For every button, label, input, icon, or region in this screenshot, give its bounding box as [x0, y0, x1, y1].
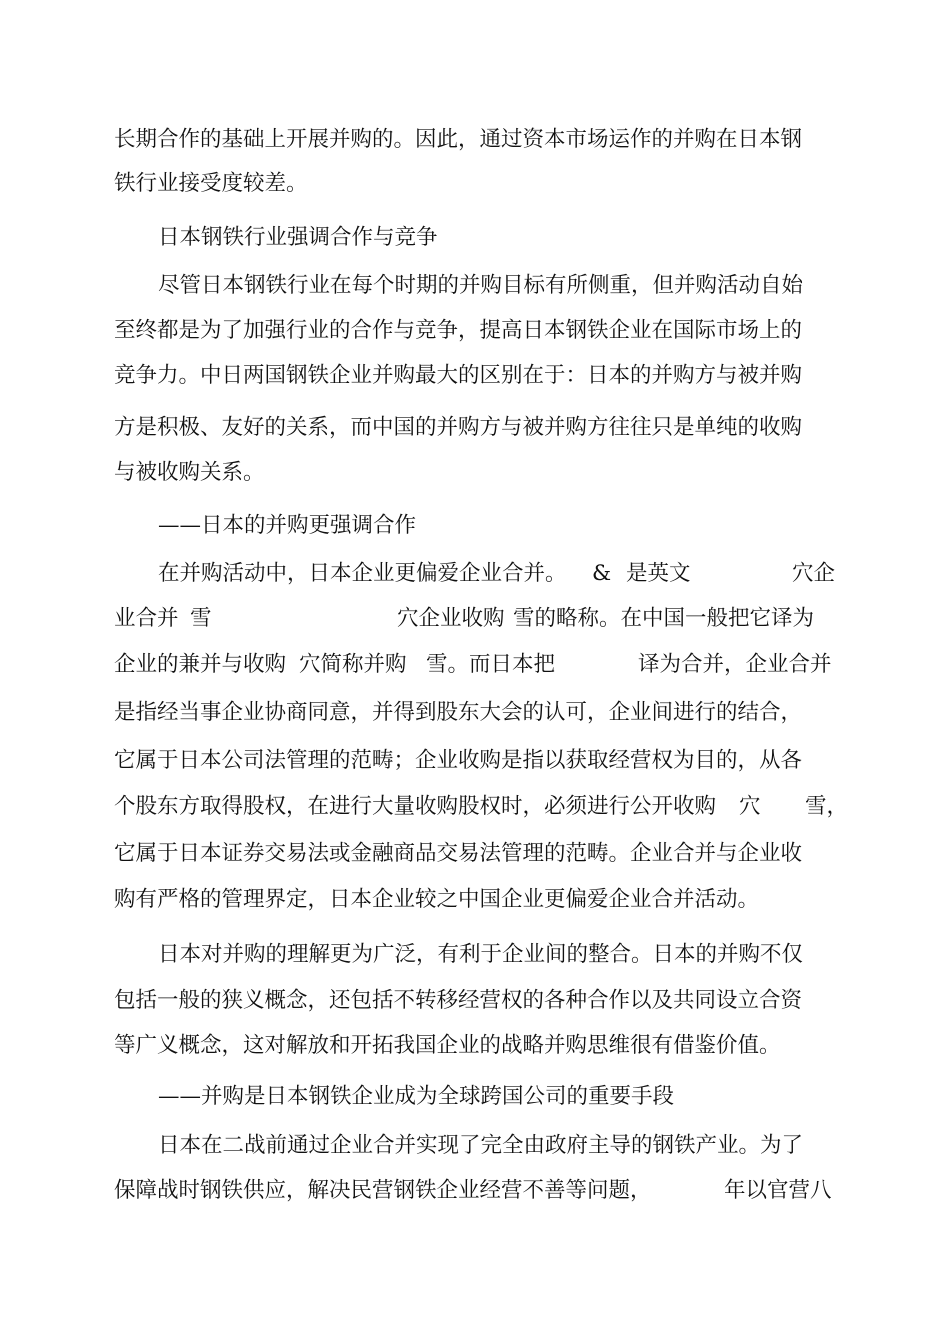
- text-segment: 日本在二战前通过企业合并实现了完全由政府主导的钢铁产业。为了: [158, 1133, 804, 1158]
- text-segment: 它属于日本证券交易法或金融商品交易法管理的范畴。企业合并与企业收: [114, 841, 803, 866]
- text-segment: 长期合作的基础上开展并购的。因此，通过资本市场运作的并购在日本钢: [114, 127, 803, 152]
- text-segment: 铁行业接受度较差。: [114, 171, 308, 196]
- text-segment: 等广义概念，这对解放和开拓我国企业的战略并购思维很有借鉴价值。: [114, 1033, 781, 1058]
- text-line: [0, 741, 950, 781]
- text-line: [0, 408, 950, 448]
- text-segment: 日本对并购的理解更为广泛，有利于企业间的整合。日本的并购不仅: [158, 942, 804, 967]
- text-line: [0, 935, 950, 975]
- heading-text: ——并购是日本钢铁企业成为全球跨国公司的重要手段: [158, 1084, 675, 1109]
- section-heading: [0, 218, 950, 258]
- text-segment: &: [592, 561, 612, 586]
- text-line: [0, 453, 950, 493]
- text-segment: 雪，: [805, 794, 849, 819]
- text-line: [0, 164, 950, 204]
- text-line: [0, 981, 950, 1021]
- text-line: [0, 693, 950, 733]
- text-line: [0, 1126, 950, 1166]
- text-line: [0, 311, 950, 351]
- text-segment: 穴简称并购: [299, 652, 407, 677]
- text-segment: 雪。而日本把: [426, 652, 556, 677]
- text-segment: 是英文: [626, 561, 691, 586]
- text-segment: 购有严格的管理界定，日本企业较之中国企业更偏爱企业合并活动。: [114, 887, 760, 912]
- text-segment: 尽管日本钢铁行业在每个时期的并购目标有所侧重，但并购活动自始: [158, 273, 804, 298]
- text-line: [0, 599, 950, 639]
- text-line: [0, 1171, 950, 1211]
- text-segment: 竞争力。中日两国钢铁企业并购最大的区别在于：日本的并购方与被并购: [114, 363, 803, 388]
- text-segment: 穴企业收购: [397, 606, 505, 631]
- text-segment: 是指经当事企业协商同意，并得到股东大会的认可，企业间进行的结合，: [114, 700, 803, 725]
- text-segment: 穴企: [792, 561, 836, 586]
- text-segment: 穴: [739, 794, 761, 819]
- heading-text: 日本钢铁行业强调合作与竞争: [158, 225, 438, 250]
- heading-text: ——日本的并购更强调合作: [158, 513, 417, 538]
- text-line: [0, 356, 950, 396]
- text-segment: 企业的兼并与收购: [114, 652, 287, 677]
- text-segment: 保障战时钢铁供应，解决民营钢铁企业经营不善等问题，: [114, 1178, 652, 1203]
- text-line: [0, 120, 950, 160]
- text-segment: 雪的略称。在中国一般把它译为: [513, 606, 815, 631]
- text-segment: 包括一般的狭义概念，还包括不转移经营权的各种合作以及共同设立合资: [114, 988, 803, 1013]
- text-segment: 在并购活动中，日本企业更偏爱企业合并。: [158, 561, 567, 586]
- text-line: [0, 554, 950, 594]
- text-segment: 与被收购关系。: [114, 460, 265, 485]
- text-line: [0, 266, 950, 306]
- text-segment: 译为合并，企业合并: [638, 652, 832, 677]
- text-line: [0, 787, 950, 827]
- section-heading: [0, 1077, 950, 1117]
- text-segment: 它属于日本公司法管理的范畴；企业收购是指以获取经营权为目的，从各: [114, 748, 803, 773]
- text-segment: 个股东方取得股权，在进行大量收购股权时，必须进行公开收购: [114, 794, 717, 819]
- text-line: [0, 645, 950, 685]
- text-segment: 方是积极、友好的关系，而中国的并购方与被并购方往往只是单纯的收购: [114, 415, 803, 440]
- text-line: [0, 1026, 950, 1066]
- text-segment: 至终都是为了加强行业的合作与竞争，提高日本钢铁企业在国际市场上的: [114, 318, 803, 343]
- text-line: [0, 880, 950, 920]
- text-segment: 雪: [190, 606, 212, 631]
- text-line: [0, 834, 950, 874]
- section-heading: [0, 506, 950, 546]
- text-segment: 业合并: [114, 606, 179, 631]
- text-segment: 年以官营八: [724, 1178, 832, 1203]
